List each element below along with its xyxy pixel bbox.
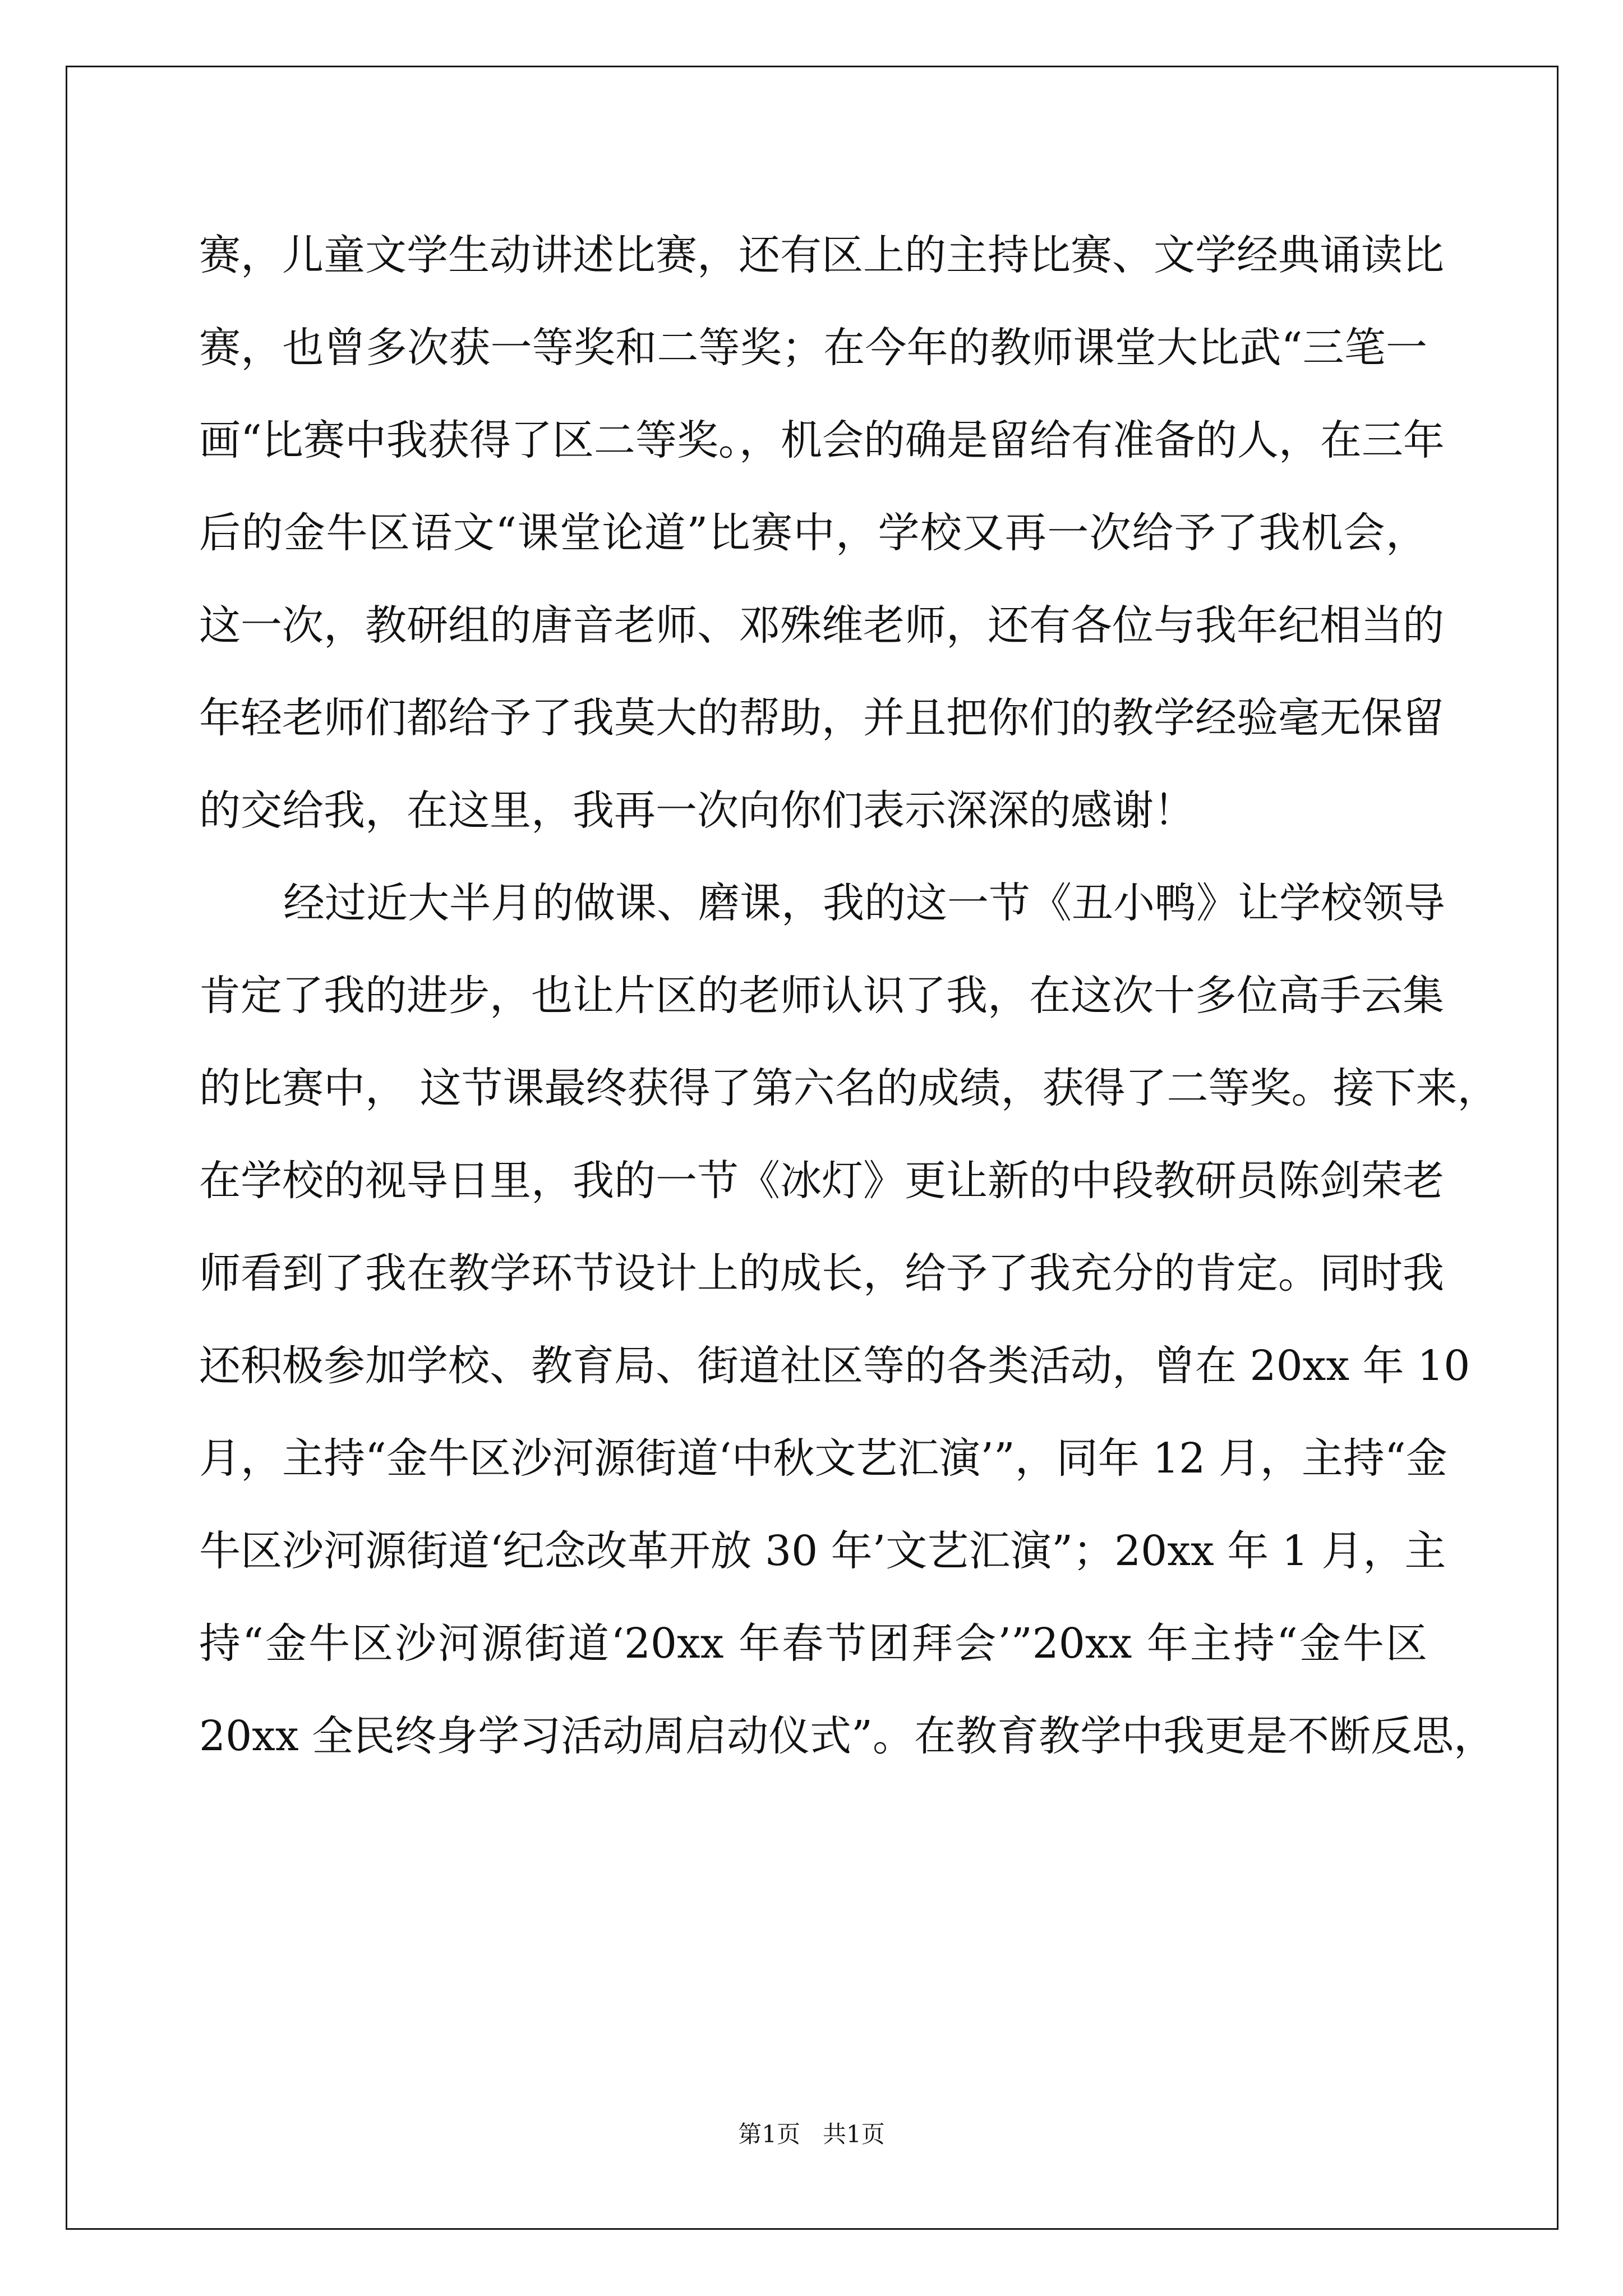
text-line: 牛区沙河源街道‘纪念改革开放 30 年’文艺汇演”；20xx 年 1 月，主 [199,1527,1446,1575]
text-line: 这一次，教研组的唐音老师、邓殊维老师，还有各位与我年纪相当的 [199,601,1444,650]
text-line: 师看到了我在教学环节设计上的成长，给予了我充分的肯定。同时我 [199,1249,1444,1297]
text-line: 画“比赛中我获得了区二等奖。，机会的确是留给有准备的人，在三年 [199,416,1445,464]
paragraph-first-line: 经过近大半月的做课、磨课，我的这一节《丑小鸭》让学校领导 [283,879,1445,927]
text-line: 的比赛中， 这节课最终获得了第六名的成绩，获得了二等奖。接下来， [199,1064,1499,1112]
page-number-footer: 第1页 共1页 [738,2120,885,2148]
text-line: 后的金牛区语文“课堂论道”比赛中，学校又再一次给予了我机会， [199,509,1427,557]
page-border [66,66,1559,2230]
text-line: 持“金牛区沙河源街道‘20xx 年春节团拜会’”20xx 年主持“金牛区 [199,1619,1427,1668]
text-line: 月，主持“金牛区沙河源街道‘中秋文艺汇演’”，同年 12 月，主持“金 [199,1434,1447,1483]
text-line: 年轻老师们都给予了我莫大的帮助，并且把你们的教学经验毫无保留 [199,694,1444,742]
text-line: 肯定了我的进步，也让片区的老师认识了我，在这次十多位高手云集 [199,972,1444,1020]
text-line: 赛，也曾多次获一等奖和二等奖；在今年的教师课堂大比武“三笔一 [199,324,1427,372]
text-line: 的交给我，在这里，我再一次向你们表示深深的感谢！ [199,786,1195,835]
text-line: 20xx 全民终身学习活动周启动仪式”。在教育教学中我更是不断反思， [199,1712,1495,1760]
text-line: 在学校的视导日里，我的一节《冰灯》更让新的中段教研员陈剑荣老 [199,1157,1444,1205]
text-line: 还积极参加学校、教育局、街道社区等的各类活动，曾在 20xx 年 10 [199,1342,1470,1390]
text-line: 赛，儿童文学生动讲述比赛，还有区上的主持比赛、文学经典诵读比 [199,231,1444,279]
